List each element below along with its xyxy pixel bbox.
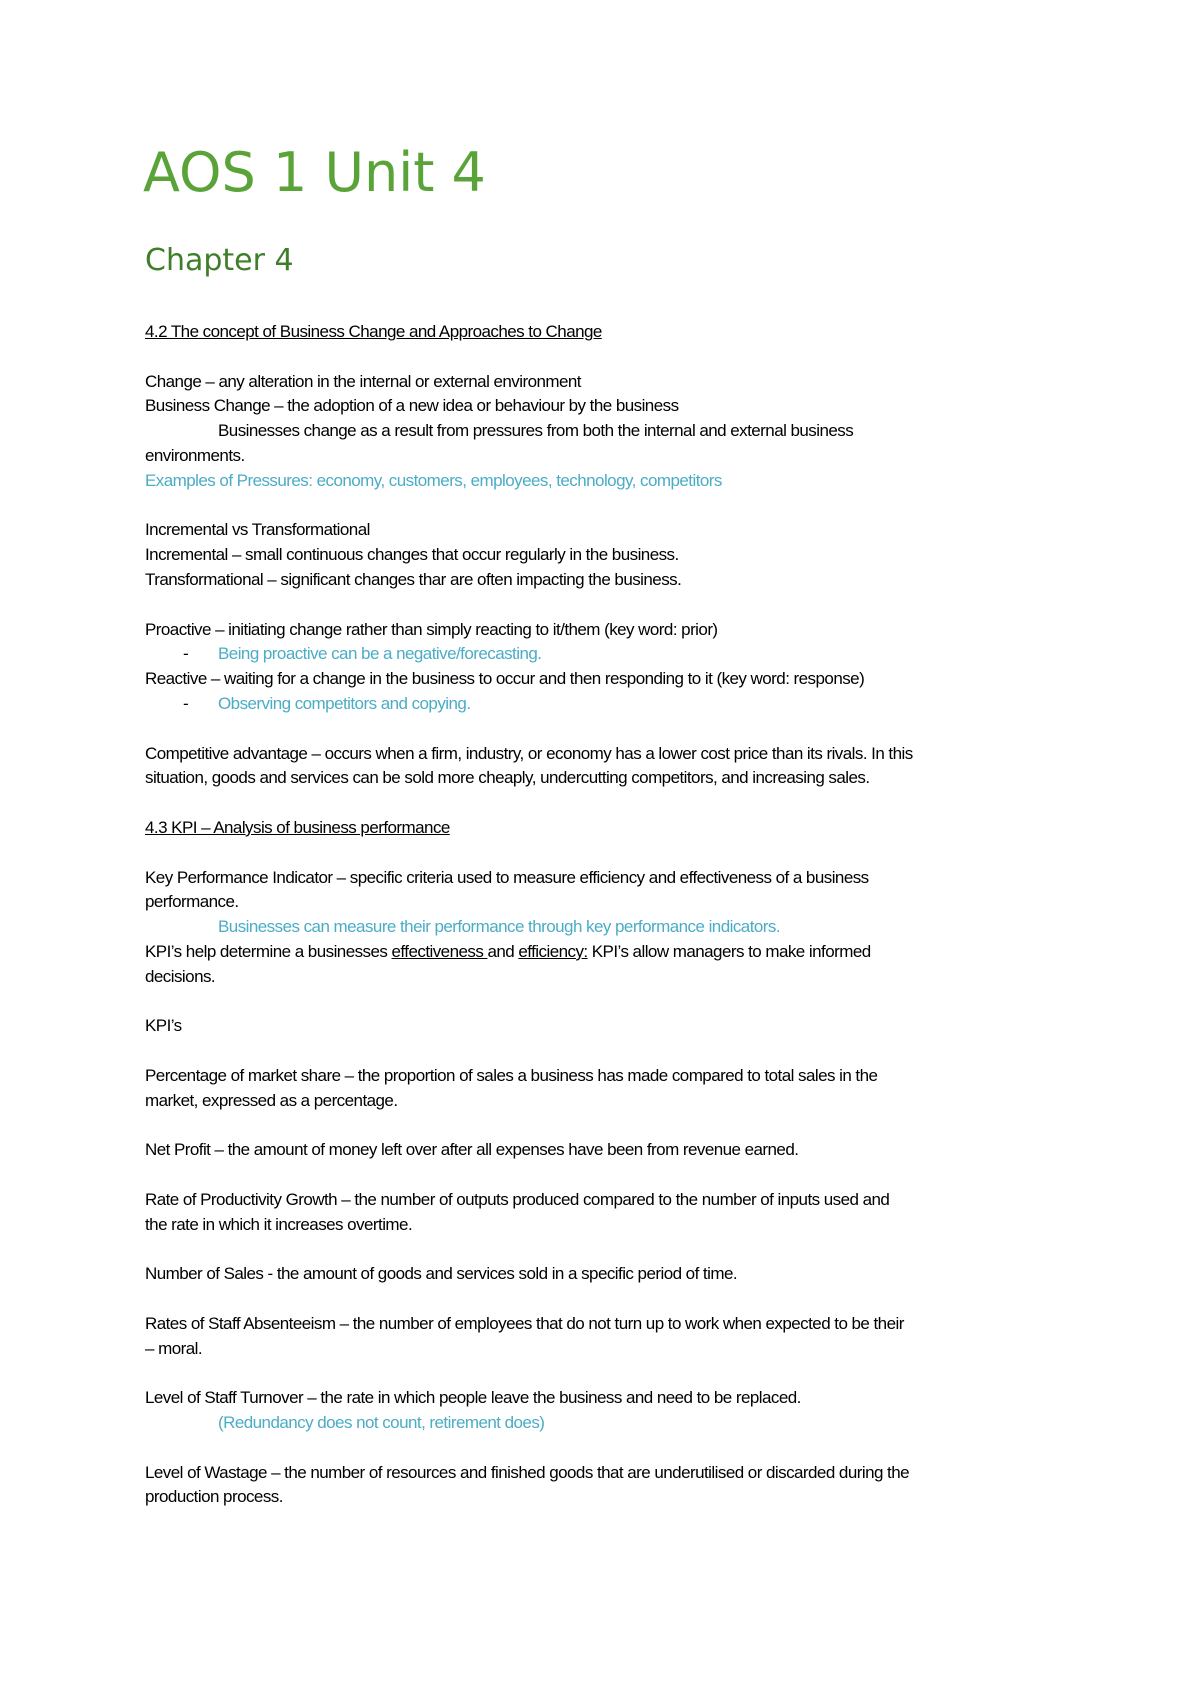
text-line (145, 866, 1075, 891)
text-line (145, 543, 1075, 568)
text-segment: Number of Sales - the amount of goods and services sold in a specific period of time. (145, 1264, 738, 1284)
text-segment: Incremental – small continuous changes that occur regularly in the business. (145, 545, 679, 565)
text-line (145, 1188, 1075, 1213)
text-line (145, 1411, 1075, 1436)
section-heading (145, 320, 1075, 345)
text-line (145, 618, 1075, 643)
text-line (145, 518, 1075, 543)
text-line (145, 965, 1075, 990)
text-segment: Being proactive can be a negative/forecasting. (218, 644, 542, 664)
text-segment: KPI’s (145, 1016, 182, 1036)
blank-line (145, 717, 1075, 742)
text-segment: the rate in which it increases overtime. (145, 1214, 413, 1234)
text-segment: Key Performance Indicator – specific criteria used to measure efficiency and effectiveness of a business (145, 867, 869, 887)
text-segment: Change – any alteration in the internal or external environment (145, 371, 581, 391)
text-segment: Incremental vs Transformational (145, 520, 370, 540)
text-segment: KPI’s help determine a businesses (145, 941, 392, 961)
text-line (145, 444, 1075, 469)
text-line (145, 1014, 1075, 1039)
text-segment: production process. (145, 1487, 283, 1507)
text-line (145, 1337, 1075, 1362)
text-segment: Reactive – waiting for a change in the business to occur and then responding to it (key word: response) (145, 669, 865, 689)
blank-line (145, 494, 1075, 519)
blank-line (145, 1237, 1075, 1262)
text-segment: Business Change – the adoption of a new idea or behaviour by the business (145, 396, 679, 416)
text-line (145, 1461, 1075, 1486)
text-line (145, 915, 1075, 940)
document-title: AOS 1 Unit 4 (143, 141, 486, 204)
text-segment: market, expressed as a percentage. (145, 1090, 398, 1110)
text-line (145, 1485, 1075, 1510)
text-segment: (Redundancy does not count, retirement does) (218, 1413, 545, 1433)
text-segment: Net Profit – the amount of money left over after all expenses have been from revenue earned. (145, 1140, 799, 1160)
text-line (145, 1064, 1075, 1089)
text-segment: Rate of Productivity Growth – the number of outputs produced compared to the number of inputs used and (145, 1189, 890, 1209)
text-segment: – moral. (145, 1338, 203, 1358)
bullet-item (145, 642, 1075, 667)
text-segment: Observing competitors and copying. (218, 693, 471, 713)
blank-line (145, 841, 1075, 866)
text-segment: Level of Wastage – the number of resources and finished goods that are underutilised or discarded during the (145, 1462, 910, 1482)
blank-line (145, 1163, 1075, 1188)
blank-line (145, 345, 1075, 370)
text-segment: Businesses change as a result from pressures from both the internal and external business (218, 421, 854, 441)
blank-line (145, 1361, 1075, 1386)
text-line (145, 1312, 1075, 1337)
text-line (145, 766, 1075, 791)
text-segment: Rates of Staff Absenteeism – the number of employees that do not turn up to work when expected to be their (145, 1313, 904, 1333)
text-line (145, 370, 1075, 395)
text-segment: Competitive advantage – occurs when a firm, industry, or economy has a lower cost price than its rivals. In this (145, 743, 913, 763)
text-line (145, 890, 1075, 915)
text-segment: Transformational – significant changes thar are often impacting the business. (145, 569, 682, 589)
text-line (145, 568, 1075, 593)
text-line (145, 1213, 1075, 1238)
text-segment: effectiveness (391, 941, 488, 961)
bullet-dash: - (183, 693, 189, 713)
text-segment: efficiency: (518, 941, 588, 961)
text-segment: KPI’s allow managers to make informed (587, 941, 871, 961)
text-line (145, 1386, 1075, 1411)
text-line (145, 419, 1075, 444)
blank-line (145, 791, 1075, 816)
text-line (145, 394, 1075, 419)
text-line (145, 1262, 1075, 1287)
blank-line (145, 1436, 1075, 1461)
text-segment: Percentage of market share – the proportion of sales a business has made compared to total sales in the (145, 1065, 878, 1085)
text-segment: decisions. (145, 966, 216, 986)
text-line (145, 667, 1075, 692)
text-line (145, 742, 1075, 767)
blank-line (145, 593, 1075, 618)
text-line (145, 469, 1075, 494)
text-line (145, 940, 1075, 965)
text-segment: performance. (145, 892, 239, 912)
text-segment: Proactive – initiating change rather than simply reacting to it/them (key word: prior) (145, 619, 718, 639)
bullet-dash: - (183, 644, 189, 664)
bullet-item (145, 692, 1075, 717)
chapter-heading: Chapter 4 (145, 243, 294, 278)
blank-line (145, 1287, 1075, 1312)
text-segment: situation, goods and services can be sold more cheaply, undercutting competitors, and increasing sales. (145, 768, 870, 788)
text-segment: Businesses can measure their performance through key performance indicators. (218, 917, 780, 937)
text-segment: Examples of Pressures: economy, customers, employees, technology, competitors (145, 470, 722, 490)
blank-line (145, 990, 1075, 1015)
text-segment: 4.2 The concept of Business Change and Approaches to Change (145, 322, 602, 341)
text-segment: 4.3 KPI – Analysis of business performance (145, 817, 450, 837)
section-heading (145, 816, 1075, 841)
text-segment: Level of Staff Turnover – the rate in which people leave the business and need to be replaced. (145, 1388, 801, 1408)
blank-line (145, 1039, 1075, 1064)
text-segment: and (487, 941, 519, 961)
blank-line (145, 1114, 1075, 1139)
document-body (145, 320, 1075, 1510)
text-line (145, 1138, 1075, 1163)
text-line (145, 1089, 1075, 1114)
text-segment: environments. (145, 445, 245, 465)
